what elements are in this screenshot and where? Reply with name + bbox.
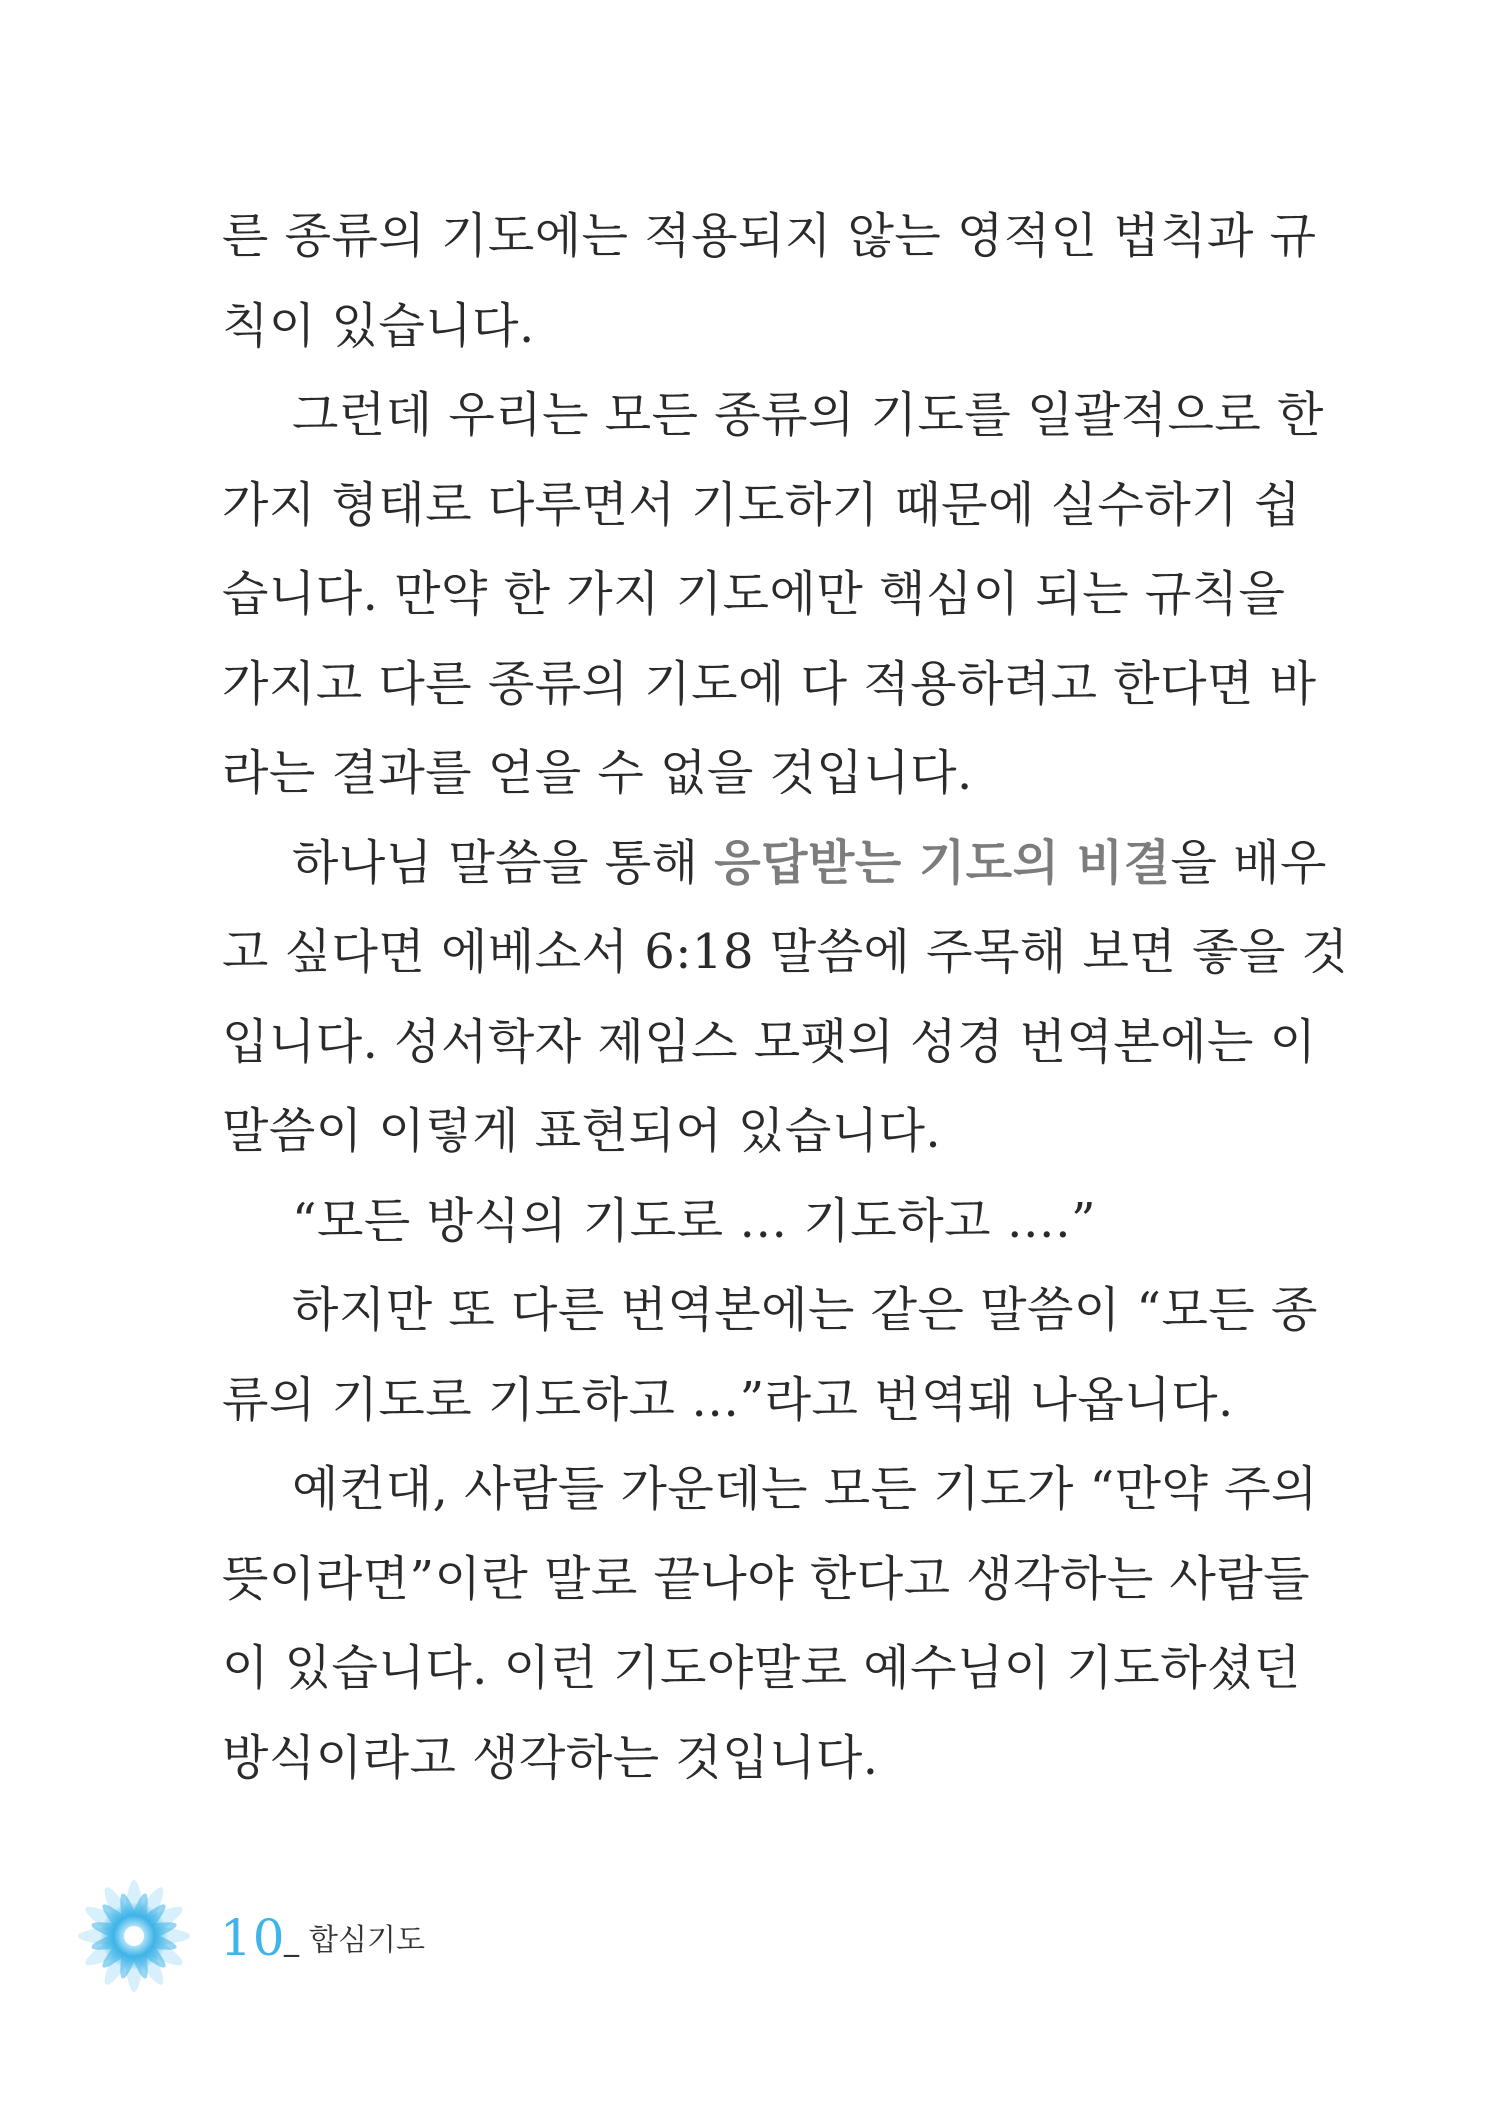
text-line: 고 싶다면 에베소서 6:18 말씀에 주목해 보면 좋을 것 bbox=[222, 924, 1349, 980]
body-text bbox=[222, 192, 1349, 1803]
text-line: 예컨대, 사람들 가운데는 모든 기도가 “만약 주의 bbox=[292, 1461, 1318, 1517]
text-line: 방식이라고 생각하는 것입니다. bbox=[222, 1729, 879, 1786]
highlighted-phrase: 응답받는 기도의 비결 bbox=[714, 834, 1171, 891]
text-segment: 하나님 말씀을 통해 bbox=[292, 834, 715, 891]
text-line: 른 종류의 기도에는 적용되지 않는 영적인 법칙과 규 bbox=[222, 208, 1317, 264]
text-line: 칙이 있습니다. bbox=[222, 297, 535, 354]
text-line: 습니다. 만약 한 가지 기도에만 핵심이 되는 규칙을 bbox=[222, 566, 1286, 622]
text-line-with-highlight bbox=[222, 819, 1327, 909]
quote-line: “모든 방식의 기도로 … 기도하고 ….” bbox=[292, 1192, 1097, 1249]
text-line: 뜻이라면”이란 말로 끝나야 한다고 생각하는 사람들 bbox=[222, 1550, 1311, 1607]
book-title: 합심기도 bbox=[309, 1923, 425, 1958]
text-line: 가지고 다른 종류의 기도에 다 적용하려고 한다면 바 bbox=[222, 655, 1317, 712]
text-line: 입니다. 성서학자 제임스 모팻의 성경 번역본에는 이 bbox=[222, 1013, 1317, 1070]
text-line: 라는 결과를 얻을 수 없을 것입니다. bbox=[222, 745, 973, 801]
page-number: 10 bbox=[220, 1909, 286, 1967]
text-line: 가지 형태로 다루면서 기도하기 때문에 실수하기 쉽 bbox=[222, 476, 1301, 533]
running-title bbox=[284, 1918, 425, 1964]
text-line: 말씀이 이렇게 표현되어 있습니다. bbox=[222, 1103, 942, 1159]
text-segment: 을 배우 bbox=[1170, 834, 1327, 891]
flower-icon bbox=[62, 1862, 212, 2012]
text-line: 그런데 우리는 모든 종류의 기도를 일괄적으로 한 bbox=[292, 387, 1324, 443]
text-line: 이 있습니다. 이런 기도야말로 예수님이 기도하셨던 bbox=[222, 1640, 1301, 1696]
title-separator: _ bbox=[284, 1923, 299, 1958]
text-line: 하지만 또 다른 번역본에는 같은 말씀이 “모든 종 bbox=[292, 1282, 1318, 1338]
page-footer bbox=[62, 1862, 562, 2022]
text-line: 류의 기도로 기도하고 …”라고 번역돼 나옵니다. bbox=[222, 1371, 1234, 1428]
